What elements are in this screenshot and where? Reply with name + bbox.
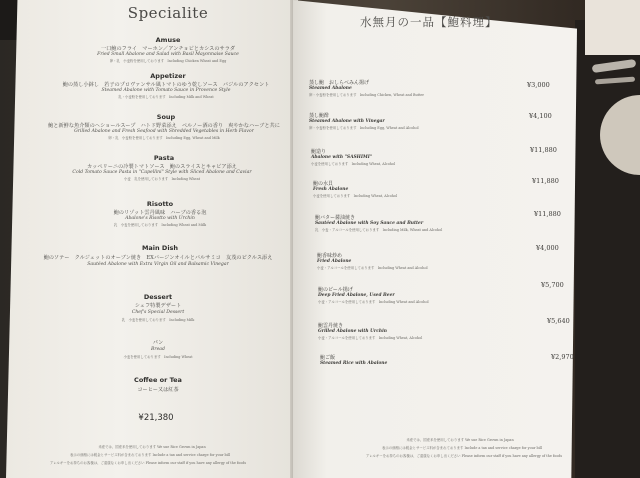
course-note: 小麦を使用しております Including Wheat: [123, 355, 193, 359]
course-jp: 鮑と新鮮な魚介類のヘショールスープ ハトド野菜添え ペルノー酒の香り 爽やかなハーブと共に: [48, 123, 280, 129]
dish-price: ¥11,880: [530, 146, 557, 154]
course-jp: 鮑の蒸し小鉢し 若子のプロヴァンサル風トマトのゆう乾しソース バジルのアクセント: [62, 82, 270, 88]
course-en: Sautéed Abalone with Extra Virgin Oil and Balsamic Vinegar: [87, 262, 229, 267]
footer-note: 表示の価格には税金とサービス料が含まれております Include a tax and service charge for your bill: [382, 446, 542, 450]
course-en: Chef's Special Dessert: [131, 310, 185, 315]
dish-en: Grilled Abalone with Urchin: [318, 329, 387, 334]
menu-right-page: [293, 0, 577, 478]
course-en: Abalone's Risotto with Urchin: [125, 216, 195, 221]
page-title: 水無月の一品【鮑料理】: [360, 15, 498, 29]
dish-en: Deep Fried Abalone, Used Beer: [318, 293, 395, 298]
course-jp: カッペリーニの冷製トマトソース 鮑のスライスとキャビア添え: [87, 164, 237, 170]
course-price: ¥21,380: [138, 413, 174, 423]
footer-note: 表示の価格には税金とサービス料が含まれております Include a tax and service charge for your bill: [70, 453, 230, 457]
course-heading: Risotto: [146, 200, 174, 208]
course-heading: Amuse: [155, 36, 181, 44]
dish-jp: 鮑のビール揚げ: [318, 287, 353, 293]
course-note: 卵・乳 小麦粉を使用しております Including Chicken Wheat and Egg: [109, 59, 227, 63]
course-heading: Pasta: [153, 154, 175, 162]
dish-price: ¥2,970: [551, 353, 574, 361]
footer-note: 米産では、国産米を使用しております We use Rice Grown in Japan: [98, 445, 206, 449]
dish-jp: 鮑の水貝: [313, 181, 334, 187]
dish-note: 小麦・アルコールを使用しております Including Wheat, Alcohol: [318, 336, 423, 340]
course-en: Fried Small Abalone and Salad with Basil Mayonnaise Sauce: [97, 52, 239, 57]
course-en: Bread: [151, 347, 165, 352]
dish-note: 小麦・アルコールを使用しております Including Wheat and Alcohol: [317, 266, 428, 270]
course-heading: Main Dish: [141, 244, 179, 252]
dish-en: Steamed Abalone: [309, 86, 352, 91]
course-heading: Dessert: [143, 293, 173, 301]
course-jp: シェフ特製デザート: [134, 303, 182, 309]
dish-note: 小麦を使用しております Including Wheat, Alcohol: [311, 162, 396, 166]
course-jp: コーヒー又は紅茶: [137, 387, 179, 393]
dish-price: ¥4,100: [529, 112, 552, 120]
course-en: Steamed Abalone with Tomato Sauce in Provence Style: [101, 88, 231, 93]
course-note: 卵・乳 小麦粉を使用しております Including Egg, Wheat and Milk: [108, 136, 220, 140]
course-jp: 鮑のソテー クルジェットのオーブン焼き EXバージンオイルとバルサミコ 友茂のピクルス添え: [43, 255, 273, 261]
course-en: Grilled Abalone and Fresh Seafood with Shredded Vegetables in Herb Flavor: [74, 129, 254, 134]
dish-jp: 蒸し鮑 おしらべみん揚げ: [309, 80, 370, 86]
course-jp: 鮑のリゾット雲丹風味 ハーブの香る泡: [113, 210, 207, 216]
course-heading: Appetizer: [150, 72, 186, 80]
dish-en: Fried Abalone: [317, 259, 352, 264]
dish-jp: 鮑雲丹焼き: [318, 323, 344, 329]
dish-jp: 鮑バター醤油焼き: [315, 215, 356, 221]
dish-jp: 鮑ご飯: [320, 355, 336, 361]
menu-left-page: [6, 0, 292, 478]
course-note: 乳 小麦を使用しております Including Milk: [121, 318, 195, 322]
dish-price: ¥3,000: [527, 81, 550, 89]
course-jp: 一口鮑のフライ マーホン／アンチョビとカシスのサラダ: [100, 46, 236, 52]
course-note: 乳・小麦粉を使用しております Including Milk and Wheat: [118, 95, 214, 99]
dish-price: ¥11,880: [532, 177, 559, 185]
dish-price: ¥5,640: [547, 317, 570, 325]
dish-en: Abalone with "SASHIMI": [311, 155, 373, 160]
dish-note: 卵・小麦粉を使用しております Including Egg, Wheat and Alcohol: [309, 126, 419, 130]
dish-note: 乳 小麦・アルコールを使用しております Including Milk, Wheat and Alcohol: [315, 228, 443, 232]
page-title: Specialite: [127, 4, 209, 22]
course-note: 乳 小麦を使用しております Including Wheat and Milk: [113, 223, 207, 227]
course-en: Cold Tomato Sauce Pasta in "Capellini" Style with Sliced Abalone and Caviar: [72, 170, 252, 175]
course-note: 小麦 乳を使用しております Including Wheat: [124, 177, 200, 181]
dish-price: ¥4,000: [536, 244, 559, 252]
dish-note: 小麦・アルコールを使用しております Including Wheat and Alcohol: [318, 300, 429, 304]
dish-en: Sautéed Abalone with Soy Sauce and Butter: [315, 221, 424, 226]
dish-en: Steamed Rice with Abalone: [320, 361, 388, 366]
footer-note: アレルギーをお持ちのお客様は、ご遠慮なくお申し出ください Please inform our staff if you have any allergy of the foods: [49, 461, 247, 465]
dish-jp: 蒸し鮑酢: [309, 113, 330, 119]
dish-price: ¥11,880: [534, 210, 561, 218]
dish-en: Fresh Abalone: [313, 187, 349, 192]
menu-cover: [575, 20, 640, 478]
dish-price: ¥5,700: [541, 281, 564, 289]
dish-note: 卵・小麦粉を使用しております Including Chicken, Wheat and Butter: [309, 93, 425, 97]
dish-jp: 鮑造り: [311, 149, 327, 155]
course-heading: Soup: [156, 113, 176, 121]
dish-en: Steamed Abalone with Vinegar: [309, 119, 385, 124]
napkin: [585, 0, 640, 55]
dish-note: 小麦を使用しております Including Wheat, Alcohol: [313, 194, 398, 198]
footer-note: アレルギーをお持ちのお客様は、ご遠慮なくお申し出ください Please inform our staff if you have any allergy of the foods: [365, 454, 563, 458]
dish-jp: 鮑香味炒め: [317, 253, 343, 259]
course-jp: パン: [152, 340, 164, 346]
course-heading: Coffee or Tea: [134, 376, 182, 384]
footer-note: 米産では、国産米を使用しております We use Rice Grown in Japan: [406, 438, 514, 442]
